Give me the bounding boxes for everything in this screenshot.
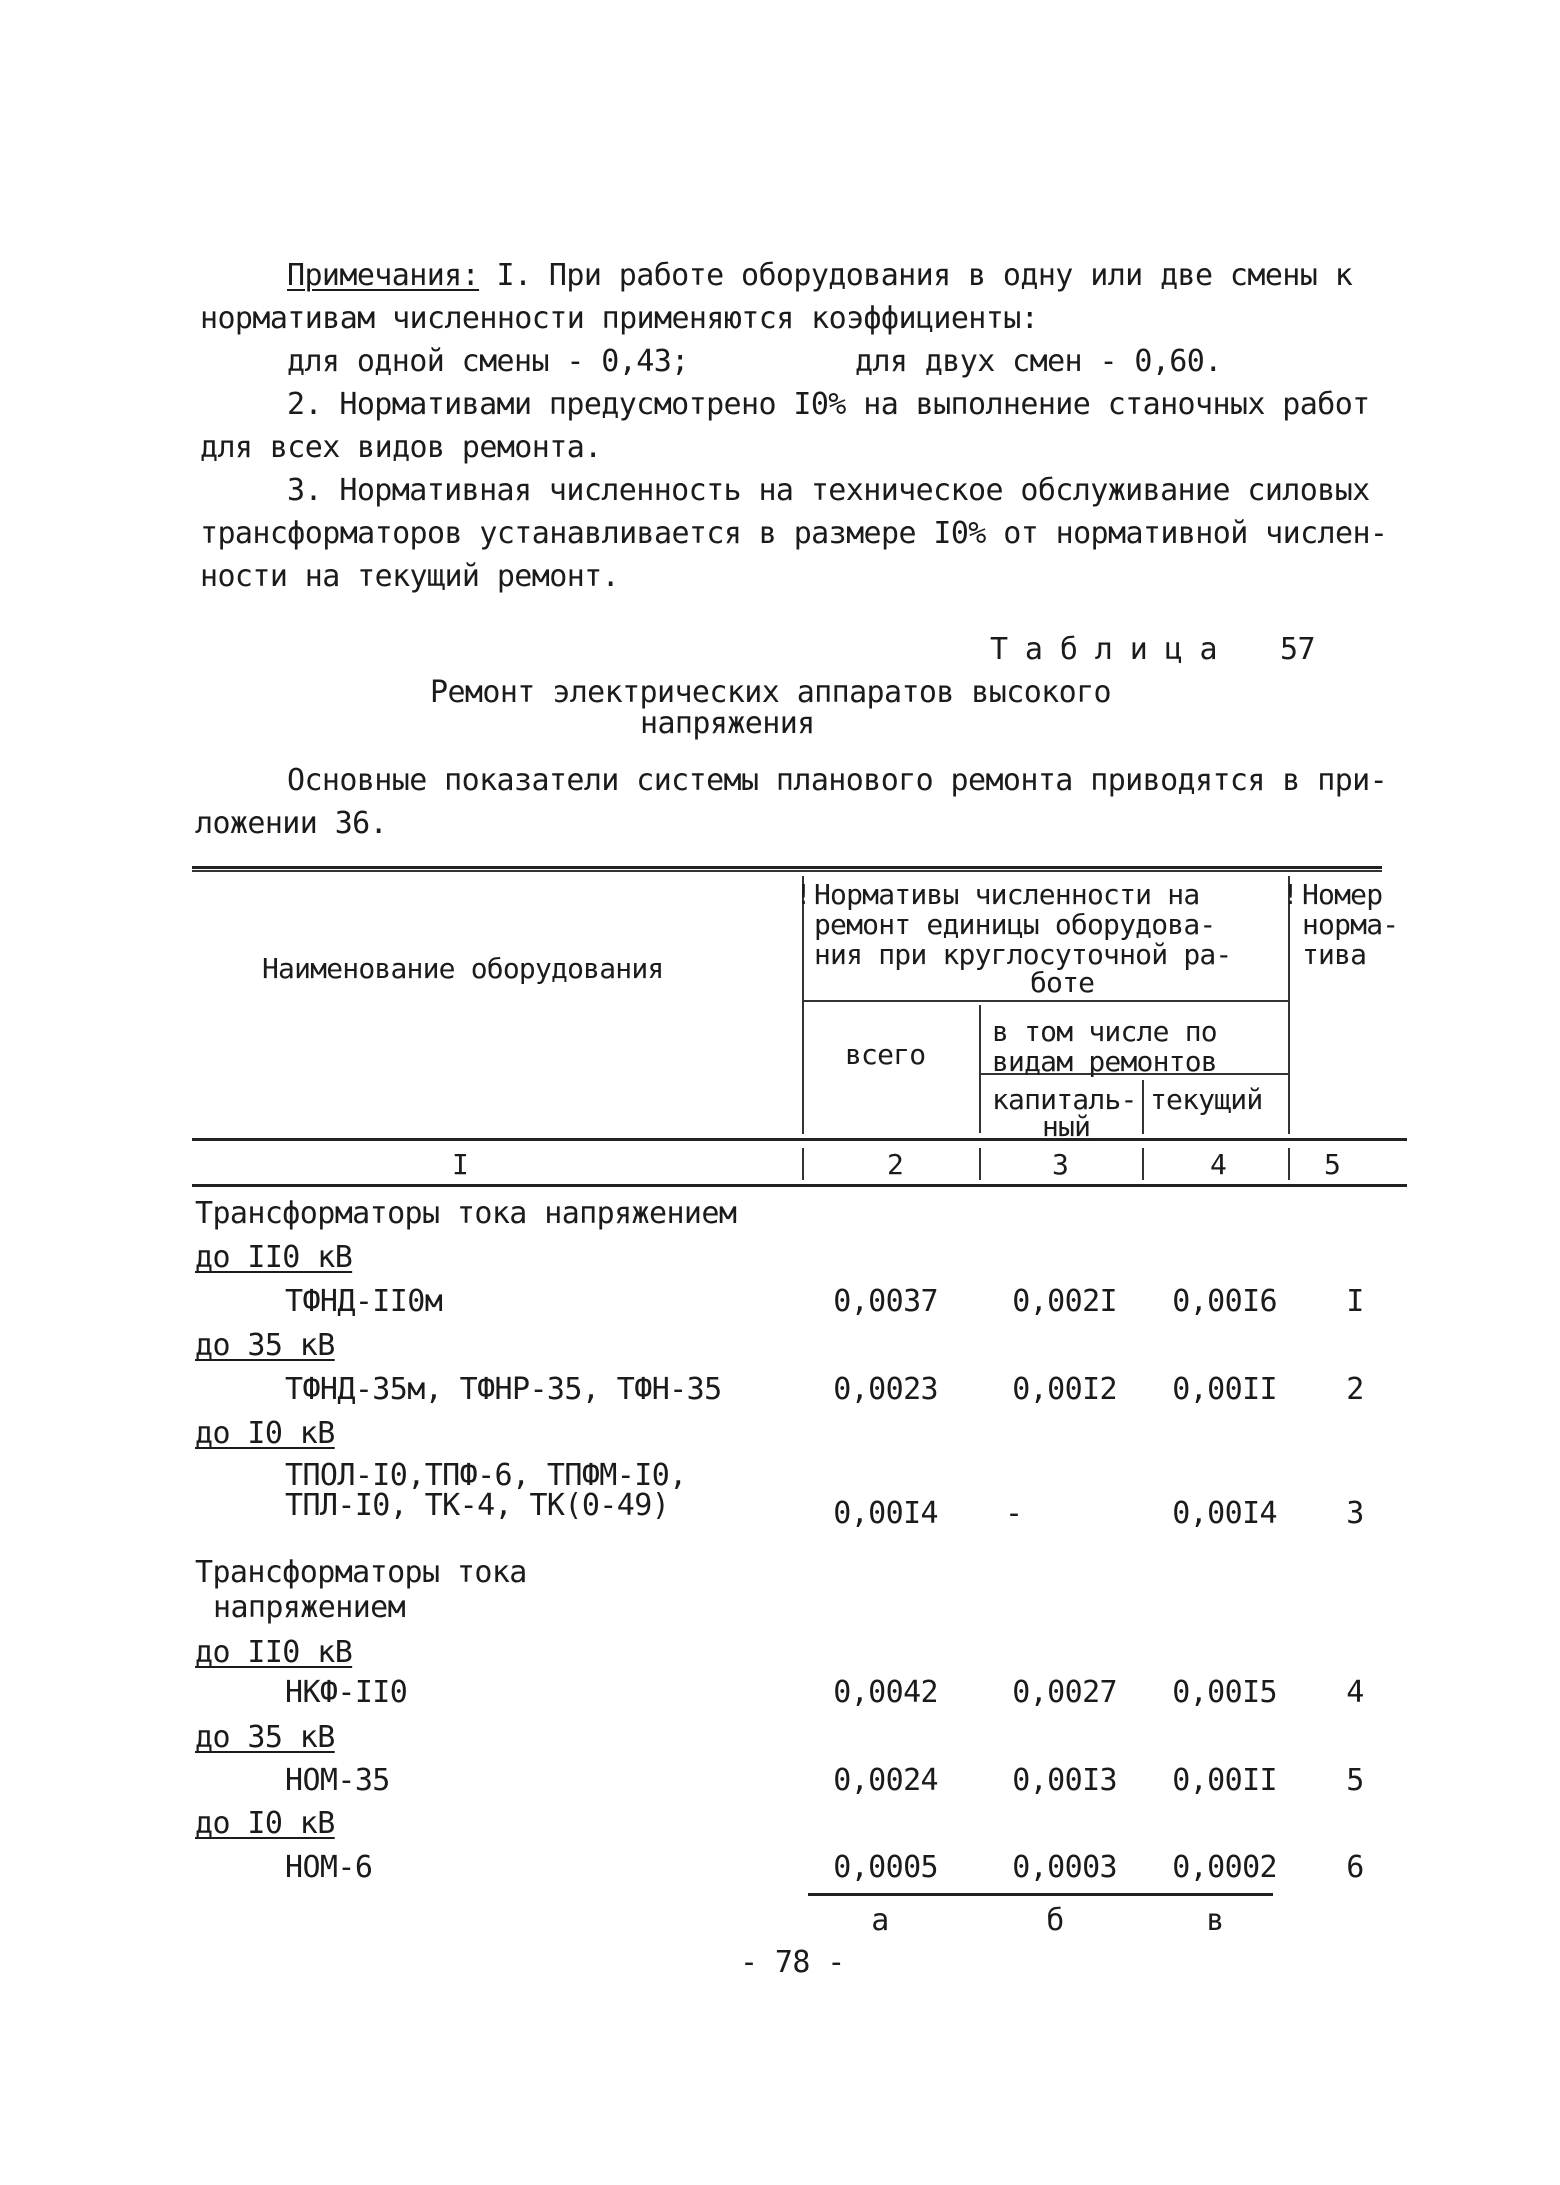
table-row: ТПОЛ-I0,ТПФ-6, ТПФМ-I0, [285, 1458, 687, 1493]
cell-num: 4 [1346, 1675, 1364, 1710]
group-2-subgroup-3-label: до I0 кВ [195, 1806, 335, 1841]
table-row: НОМ-35 [285, 1763, 390, 1798]
group-2-title: Трансформаторы тока [195, 1555, 527, 1590]
header-capital-l2: ный [1042, 1110, 1091, 1143]
header-num-l1: Номер [1302, 878, 1383, 911]
group-2-subgroup-1-label: до II0 кВ [195, 1635, 353, 1670]
table-row: НКФ-II0 [285, 1675, 408, 1710]
colnum-sep-4 [1288, 1148, 1290, 1180]
colnum-sep-3 [1142, 1148, 1144, 1180]
notes-line-4: 2. Нормативами предусмотрено I0% на выполнение станочных работ [287, 387, 1370, 422]
footer-letter-a: а [871, 1903, 889, 1938]
cell-total: 0,0024 [833, 1763, 938, 1798]
norms-header-rule [802, 1000, 1288, 1002]
cell-total: 0,00I4 [833, 1496, 938, 1531]
cell-num: 3 [1346, 1496, 1364, 1531]
header-norms-l2: ремонт единицы оборудова- [814, 908, 1216, 941]
header-norms-l1: Нормативы численности на [814, 878, 1200, 911]
notes-line-6: 3. Нормативная численность на техническое обслуживание силовых [287, 473, 1370, 508]
table-top-rule-2 [192, 870, 1382, 872]
colnum-1: I [451, 1148, 469, 1181]
table-row-cont: ТПЛ-I0, ТК-4, ТК(0-49) [285, 1488, 670, 1523]
notes-coef-two-shifts: для двух смен - 0,60. [855, 344, 1222, 379]
cell-current: 0,00I5 [1172, 1675, 1277, 1710]
header-incl-l1: в том числе по [992, 1015, 1217, 1048]
cell-current: 0,00II [1172, 1763, 1277, 1798]
group-2-subgroup-2-label: до 35 кВ [195, 1720, 335, 1755]
notes-line-8: ности на текущий ремонт. [200, 559, 620, 594]
header-norms-l4: боте [1030, 966, 1095, 999]
table-row: НОМ-6 [285, 1850, 373, 1885]
page-number: - 78 - [740, 1945, 845, 1980]
notes-line-1-text: I. При работе оборудования в одну или две смены к [479, 258, 1353, 293]
notes-coef-one-shift: для одной смены - 0,43; [287, 344, 689, 379]
colnum-4: 4 [1209, 1148, 1227, 1181]
table-heading-line-2: напряжения [640, 706, 815, 741]
cell-num: 5 [1346, 1763, 1364, 1798]
cell-current: 0,00II [1172, 1372, 1277, 1407]
colnum-3: 3 [1051, 1148, 1069, 1181]
cell-num: 6 [1346, 1850, 1364, 1885]
col-sep-3 [979, 1005, 981, 1133]
cell-total: 0,0042 [833, 1675, 938, 1710]
table-bottom-rule [808, 1893, 1273, 1896]
notes-line-5: для всех видов ремонта. [200, 430, 602, 465]
header-name-col: Наименование оборудования [262, 952, 664, 985]
colnum-bottom-rule [192, 1184, 1407, 1187]
header-current: текущий [1150, 1083, 1263, 1116]
cell-capital: 0,00I2 [1012, 1372, 1117, 1407]
col-sep-4 [1142, 1080, 1144, 1134]
notes-line-1 [287, 258, 1352, 293]
cell-capital: 0,00I3 [1012, 1763, 1117, 1798]
cell-total: 0,0037 [833, 1284, 938, 1319]
notes-line-7: трансформаторов устанавливается в размере I0% от нормативной числен- [200, 516, 1388, 551]
cell-capital: - [1005, 1496, 1023, 1531]
cell-num: I [1346, 1284, 1364, 1319]
header-total: всего [845, 1038, 926, 1071]
colnum-2: 2 [886, 1148, 904, 1181]
header-bottom-rule [192, 1138, 1407, 1141]
cell-capital: 0,0003 [1012, 1850, 1117, 1885]
group-1-subgroup-3-label: до I0 кВ [195, 1416, 335, 1451]
footer-letter-b: б [1046, 1903, 1064, 1938]
notes-line-2: нормативам численности применяются коэффициенты: [200, 301, 1039, 336]
cell-total: 0,0005 [833, 1850, 938, 1885]
cell-num: 2 [1346, 1372, 1364, 1407]
notes-label: Примечания: [287, 258, 480, 293]
table-row: ТФНД-35м, ТФНР-35, ТФН-35 [285, 1372, 722, 1407]
col-sep-1 [802, 876, 804, 1134]
cell-current: 0,00I6 [1172, 1284, 1277, 1319]
group-1-subgroup-1-label: до II0 кВ [195, 1240, 353, 1275]
group-1-title: Трансформаторы тока напряжением [195, 1196, 737, 1231]
table-label: Т а б л и ц а [990, 632, 1217, 667]
header-num-l3: тива [1302, 938, 1367, 971]
border-mark: ! [795, 878, 812, 911]
header-norms-l3: ния при круглосуточной ра- [814, 938, 1232, 971]
table-top-rule [192, 866, 1382, 869]
colnum-sep-2 [979, 1148, 981, 1180]
intro-line-2: ложении 36. [195, 806, 388, 841]
cell-capital: 0,0027 [1012, 1675, 1117, 1710]
group-2-title-cont: напряжением [213, 1590, 406, 1625]
cell-current: 0,0002 [1172, 1850, 1277, 1885]
group-1-subgroup-2-label: до 35 кВ [195, 1328, 335, 1363]
header-num-l2: норма- [1302, 908, 1399, 941]
col-sep-2 [1288, 876, 1290, 1134]
colnum-sep-1 [802, 1148, 804, 1180]
colnum-5: 5 [1323, 1148, 1341, 1181]
cell-current: 0,00I4 [1172, 1496, 1277, 1531]
cell-total: 0,0023 [833, 1372, 938, 1407]
table-number: 57 [1280, 632, 1315, 667]
intro-line-1: Основные показатели системы планового ремонта приводятся в при- [287, 763, 1388, 798]
header-capital-l1: капиталь- [992, 1083, 1137, 1116]
table-heading-line-1: Ремонт электрических аппаратов высокого [430, 675, 1111, 710]
cell-capital: 0,002I [1012, 1284, 1117, 1319]
footer-letter-v: в [1206, 1903, 1224, 1938]
table-row: ТФНД-II0м [285, 1284, 443, 1319]
header-incl-l2: видам ремонтов [992, 1045, 1217, 1078]
border-mark: ! [1282, 878, 1299, 911]
